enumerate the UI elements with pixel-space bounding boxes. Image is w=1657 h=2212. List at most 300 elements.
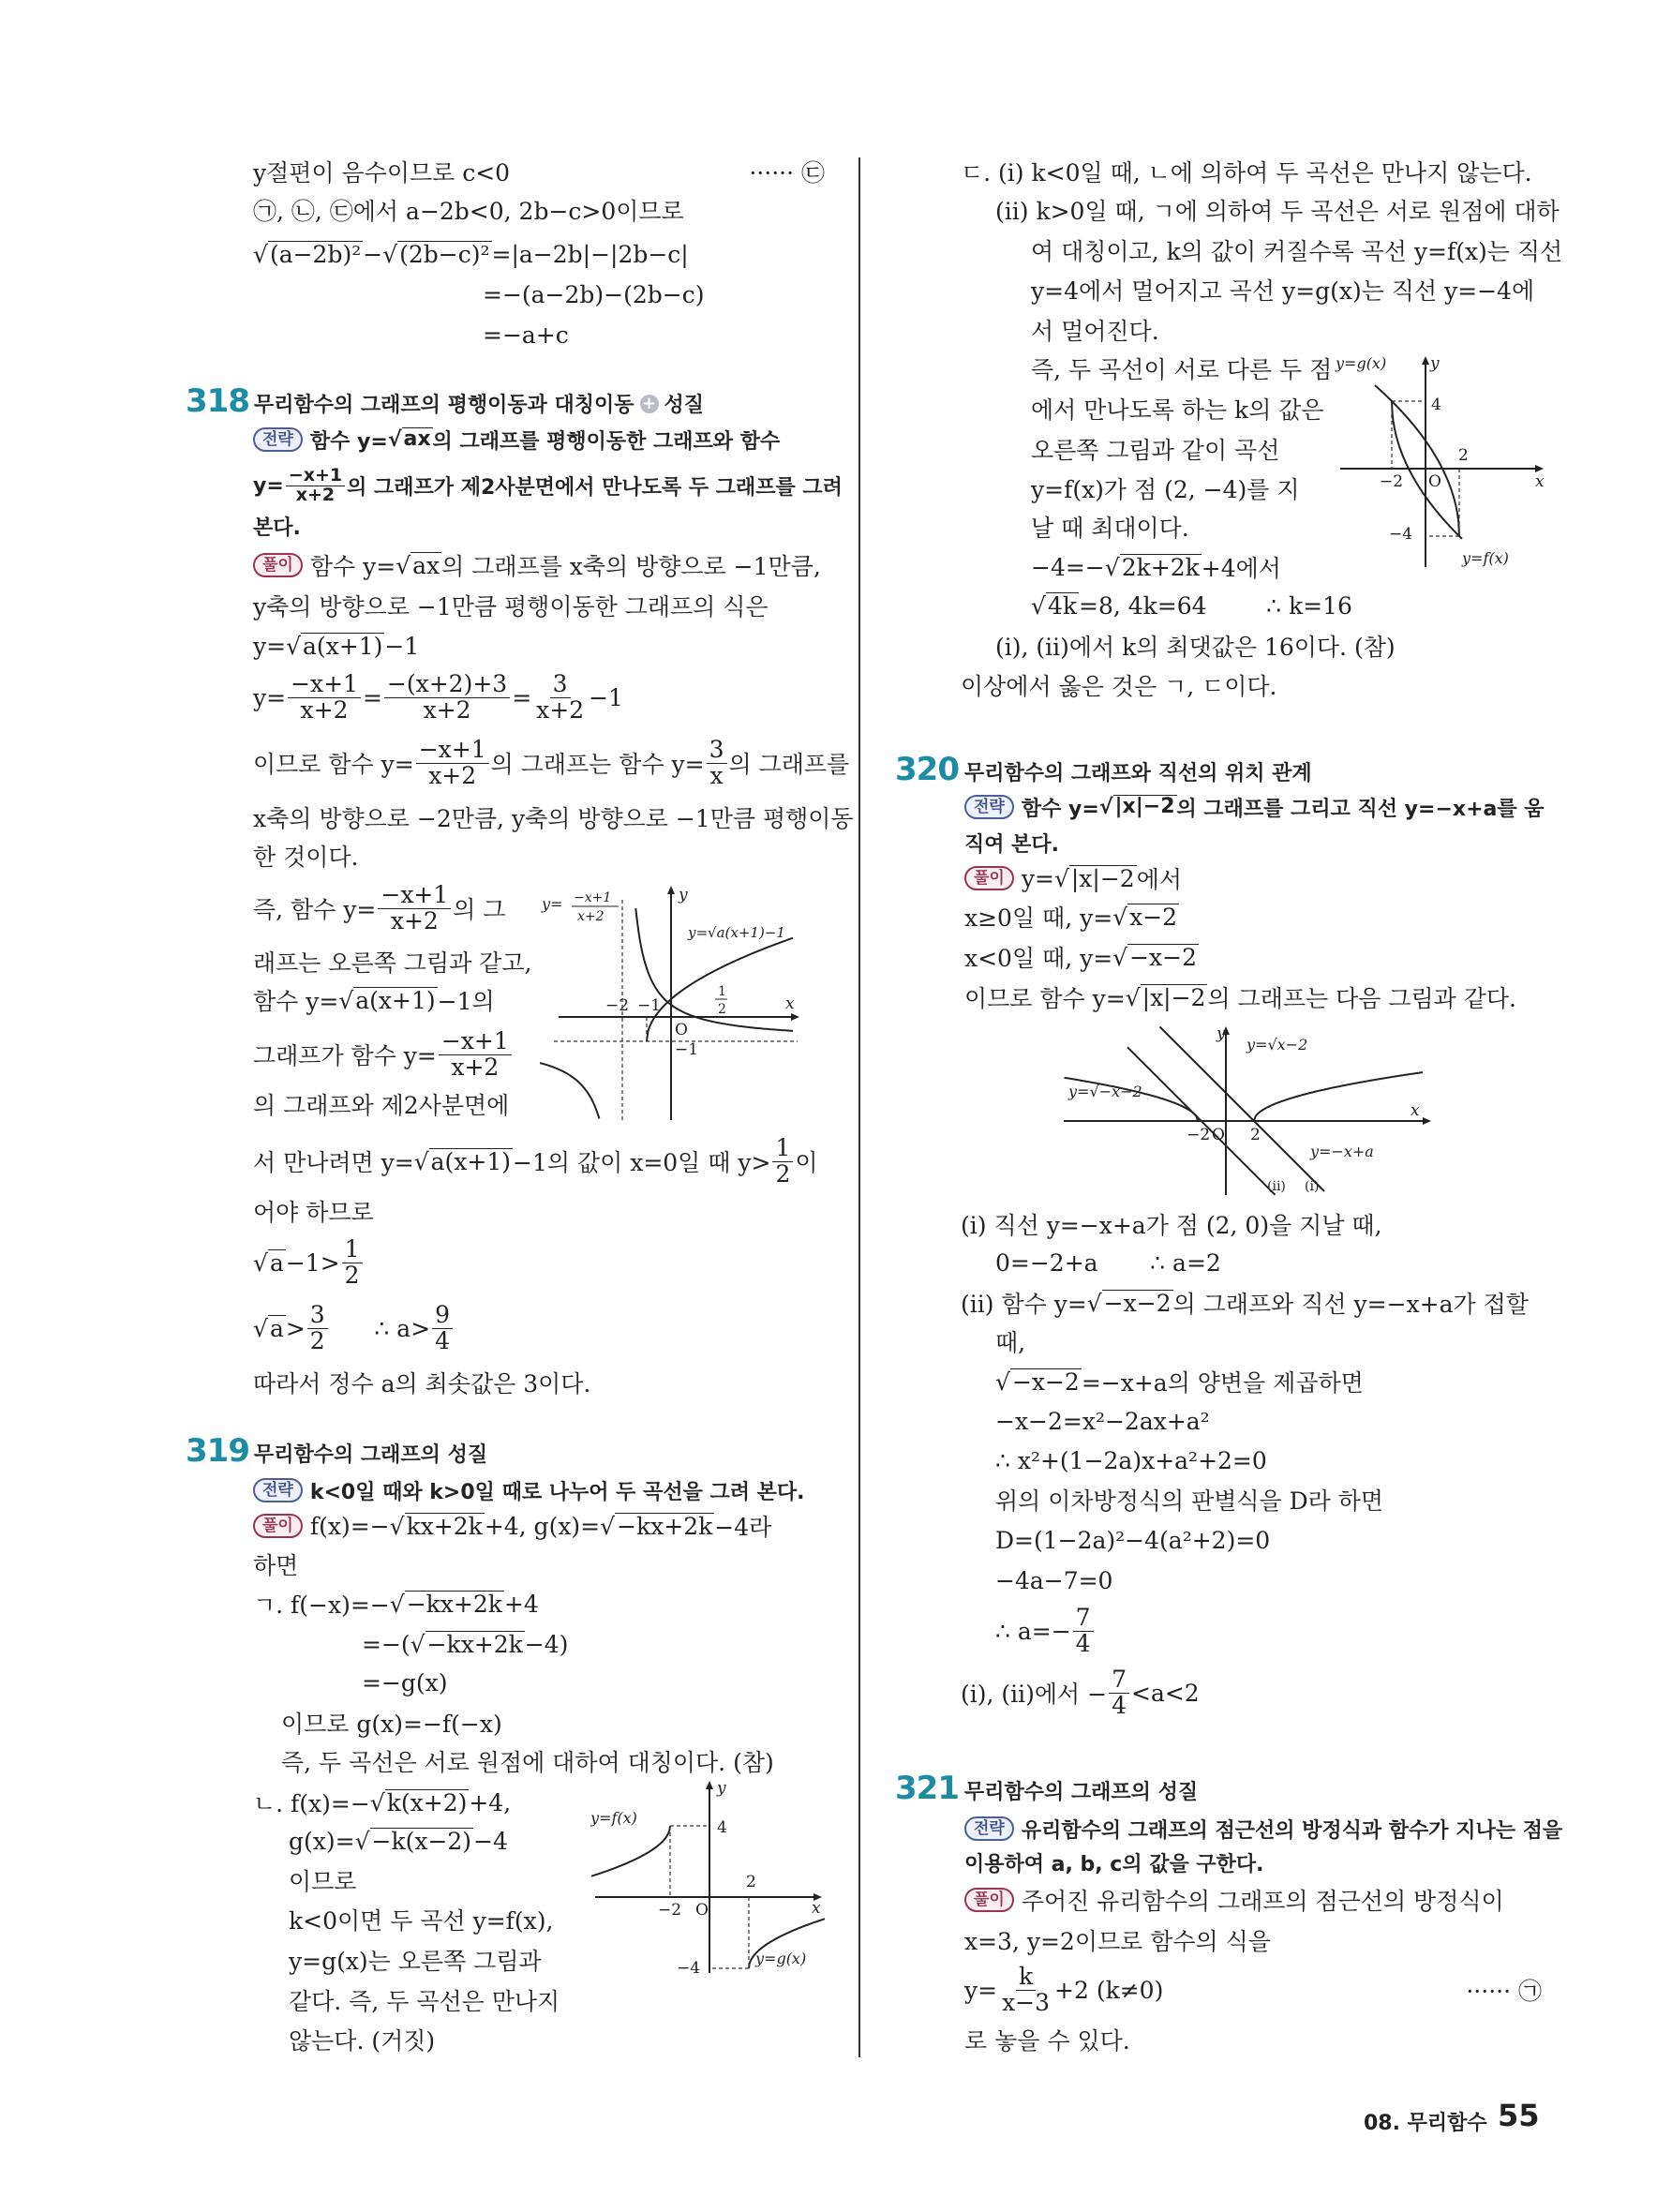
- numerator: −(x+2)+3: [384, 672, 510, 697]
- text-span: y=: [964, 1976, 998, 2004]
- fraction: [378, 883, 451, 934]
- numerator: k: [1016, 1965, 1036, 1990]
- text-line: [961, 1284, 1542, 1322]
- hyperbola-label: y=: [542, 895, 563, 913]
- radical-sign: √: [389, 1512, 405, 1540]
- text-span: −4라: [714, 1514, 772, 1541]
- text-span: 주어진 유리함수의 그래프의 점근선의 방정식이: [1021, 1888, 1504, 1915]
- text-line: [964, 2021, 1542, 2058]
- text-span: ㄱ. f(−x)=−: [253, 1592, 390, 1619]
- problem-number: 321: [895, 1770, 959, 1807]
- text-span: −4a−7=0: [995, 1566, 1113, 1594]
- radicand: x−2: [1129, 904, 1178, 931]
- square-root: [355, 1828, 474, 1855]
- square-root: [390, 1591, 504, 1618]
- square-root: [390, 1513, 485, 1540]
- text-span: 함수 y=: [1021, 797, 1099, 821]
- text-span: +4에서: [1201, 555, 1281, 582]
- text-span: y=: [253, 473, 284, 498]
- square-root: [1105, 554, 1202, 581]
- numerator: −x+1: [286, 467, 345, 486]
- radical-sign: √: [253, 1248, 268, 1277]
- f-label: y=f(x): [590, 1809, 637, 1827]
- text-line: [253, 670, 825, 724]
- strategy-badge: 전략: [253, 1478, 303, 1502]
- square-root: [1087, 1290, 1173, 1317]
- tick-label: −2: [1187, 1126, 1211, 1144]
- square-root: [1126, 984, 1208, 1011]
- radicand: (a−2b)²: [269, 241, 362, 268]
- problem-number: 318: [186, 382, 249, 420]
- radical-sign: √: [389, 1590, 405, 1618]
- tick-label: 4: [717, 1818, 727, 1837]
- title-text: 무리함수의 그래프의 성질: [964, 1781, 1199, 1804]
- radical-sign: √: [338, 986, 354, 1014]
- problem-number: 319: [186, 1432, 249, 1470]
- text-span: 즉, 두 곡선이 서로 다른 두 점: [1031, 356, 1333, 383]
- radicand: 2k+2k: [1121, 554, 1200, 581]
- graph-319-b: [590, 1776, 825, 1978]
- text-line: [253, 507, 825, 545]
- fraction: [1109, 1667, 1129, 1718]
- numerator: 3: [307, 1303, 328, 1328]
- text-span: 않는다. (거짓): [289, 2027, 436, 2055]
- text-span: 로 놓을 수 있다.: [964, 2027, 1130, 2055]
- text-span: 같다. 즉, 두 곡선은 만나지: [289, 1988, 560, 2015]
- square-root: [388, 427, 433, 451]
- hyperbola-label-den: x+2: [577, 909, 605, 924]
- square-root: [995, 1368, 1082, 1396]
- square-root: [338, 987, 437, 1014]
- text-line: [362, 1625, 825, 1663]
- radical-sign: √: [1098, 795, 1113, 819]
- tick-label: −1: [637, 996, 662, 1015]
- numerator: 3: [707, 738, 727, 763]
- text-span: (i), (ii)에서 −: [961, 1681, 1108, 1708]
- text-line: [253, 1235, 825, 1289]
- text-line: [964, 788, 1545, 826]
- radicand: a: [269, 1315, 284, 1342]
- text-line: [964, 898, 1542, 935]
- text-span: 즉, 두 곡선은 서로 원점에 대하여 대칭이다. (참): [281, 1749, 774, 1776]
- text-line: [362, 1664, 825, 1701]
- text-line: [964, 1921, 1542, 1959]
- x-axis-arrow-icon: [1423, 1117, 1431, 1125]
- text-line: [253, 587, 825, 624]
- text-span: 이므로 함수 y=: [253, 751, 414, 778]
- x-axis-arrow-icon: [791, 1013, 799, 1021]
- tick-label: 2: [746, 1873, 756, 1891]
- x-axis-arrow-icon: [1535, 465, 1544, 472]
- square-root: [253, 1249, 286, 1277]
- problem-number: 320: [895, 751, 959, 788]
- radical-sign: √: [995, 1368, 1010, 1396]
- numerator: 9: [432, 1303, 453, 1328]
- text-line: [995, 1481, 1542, 1518]
- radical-sign: √: [410, 1630, 425, 1658]
- denominator: x+2: [390, 906, 439, 934]
- tick-label: −2: [1380, 472, 1404, 491]
- text-line: [961, 1666, 1542, 1719]
- text-span: =8, 4k=64 ∴ k=16: [1079, 591, 1352, 620]
- title-text: 무리함수의 그래프의 평행이동과 대칭이동: [254, 394, 634, 417]
- text-line: [253, 1507, 825, 1545]
- denominator: x+2: [451, 1053, 500, 1081]
- square-root: [370, 1789, 470, 1816]
- square-root: [396, 552, 441, 579]
- text-line: [961, 666, 1542, 704]
- y-axis-label: y: [1217, 1024, 1226, 1043]
- g-label: y=g(x): [755, 1950, 807, 1967]
- radicand: ax: [412, 552, 440, 579]
- numerator: −x+1: [439, 1029, 512, 1054]
- text-span: 의 그래프를 평행이동한 그래프와 함수: [432, 429, 781, 454]
- square-root: [411, 1631, 525, 1658]
- text-line: [281, 1704, 825, 1741]
- text-line: [253, 464, 843, 505]
- text-span: =−a+c: [483, 321, 569, 349]
- text-span: =−(: [362, 1630, 411, 1658]
- radical-sign: √: [286, 632, 302, 660]
- curve-g: [1375, 385, 1459, 536]
- text-span: 직여 본다.: [964, 832, 1060, 857]
- text-span: 함수 y=: [309, 553, 396, 580]
- text-span: =−(a−2b)−(2b−c): [483, 280, 705, 308]
- radicand: kx+2k: [406, 1513, 483, 1540]
- square-root: [253, 1315, 286, 1342]
- text-span: k<0일 때와 k>0일 때로 나누어 두 곡선을 그려 본다.: [309, 1480, 805, 1504]
- y-axis-arrow-icon: [706, 1781, 713, 1789]
- text-span: 에서: [1136, 866, 1182, 893]
- text-span: ㄷ. (i) k<0일 때, ㄴ에 의하여 두 곡선은 만나지 않는다.: [961, 159, 1532, 187]
- x-axis-label: x: [1535, 472, 1545, 491]
- denominator: x+2: [295, 484, 336, 505]
- text-line: [253, 546, 825, 584]
- denominator: 2: [309, 1326, 325, 1354]
- square-root: [286, 633, 384, 660]
- text-span: 유리함수의 그래프의 점근선의 방정식과 함수가 지나는 점을: [1021, 1818, 1563, 1843]
- equation-tag: ······ ㉠: [1466, 1978, 1542, 2005]
- x-axis-label: x: [785, 994, 795, 1013]
- text-line: [253, 235, 825, 273]
- text-span: 이상에서 옳은 것은 ㄱ, ㄷ이다.: [961, 673, 1277, 700]
- text-line: [253, 1546, 825, 1583]
- title-text: 무리함수의 그래프의 성질: [254, 1443, 488, 1467]
- graph-318: [540, 881, 802, 1125]
- tick-label: 1: [718, 984, 726, 999]
- radicand: 4k: [1047, 592, 1077, 620]
- curve-right: [1254, 1072, 1423, 1121]
- text-line: [995, 1244, 1542, 1281]
- text-line: [995, 191, 1560, 229]
- square-root: [600, 1513, 714, 1540]
- text-span: 위의 이차방정식의 판별식을 D라 하면: [995, 1487, 1384, 1515]
- line-ii-label: (ii): [1267, 1179, 1286, 1194]
- solution-badge: 풀이: [964, 866, 1014, 890]
- text-line: [281, 1742, 825, 1780]
- radical-sign: √: [1086, 1289, 1102, 1317]
- text-line: [483, 276, 825, 313]
- text-span: 그래프가 함수 y=: [253, 1042, 437, 1069]
- tick-label: 2: [718, 1002, 726, 1017]
- text-span: =−g(x): [362, 1668, 448, 1696]
- text-line: [253, 1472, 825, 1509]
- left-curve-label: y=√−x−2: [1068, 1083, 1142, 1100]
- radical-sign: √: [1112, 943, 1128, 971]
- radical-sign: √: [354, 1827, 370, 1855]
- radical-sign: √: [382, 240, 398, 268]
- radical-sign: √: [253, 1314, 268, 1342]
- text-line: [964, 1844, 1542, 1881]
- radicand: |x|−2: [1070, 865, 1135, 892]
- radicand: −k(x−2): [371, 1828, 472, 1855]
- radicand: −kx+2k: [426, 1631, 523, 1658]
- denominator: x: [709, 761, 724, 789]
- denominator: 2: [775, 1159, 791, 1188]
- text-span: 오른쪽 그림과 같이 곡선: [1031, 437, 1280, 464]
- fraction: [1073, 1606, 1094, 1656]
- denominator: 4: [435, 1326, 450, 1354]
- text-line: [253, 153, 825, 190]
- text-span: 함수 y=: [309, 429, 388, 454]
- equation-tag: ······ ㉢: [749, 159, 825, 187]
- text-line: [1031, 311, 1542, 349]
- text-span: ㄴ. f(x)=−: [253, 1790, 370, 1817]
- square-root: [382, 241, 491, 268]
- radical-sign: √: [253, 240, 268, 268]
- text-line: [995, 1604, 1542, 1657]
- fraction: [307, 1303, 328, 1353]
- text-span: 이므로 g(x)=−f(−x): [281, 1711, 502, 1738]
- text-span: 의 그: [453, 896, 506, 923]
- text-span: 의 그래프는 다음 그림과 같다.: [1207, 985, 1517, 1012]
- text-span: g(x)=: [289, 1827, 355, 1855]
- text-line: [995, 1402, 1542, 1440]
- tick-label: −2: [605, 996, 630, 1015]
- numerator: 7: [1109, 1667, 1129, 1693]
- text-line: [1031, 271, 1542, 308]
- text-span: 의 그래프가 제2사분면에서 만나도록 두 그래프를 그려: [347, 475, 843, 500]
- text-span: 의 그래프를 x축의 방향으로 −1만큼,: [441, 553, 821, 580]
- text-span: ㉠, ㉡, ㉢에서 a−2b<0, 2b−c>0이므로: [253, 198, 684, 225]
- text-span: 의 그래프와 직선 y=−x+a가 접할: [1172, 1291, 1529, 1318]
- text-span: 래프는 오른쪽 그림과 같고,: [253, 949, 532, 977]
- denominator: x+2: [300, 695, 349, 724]
- graph-320: [1059, 1022, 1434, 1200]
- text-span: 한 것이다.: [253, 844, 359, 871]
- square-root: [1099, 795, 1177, 818]
- curve-f: [591, 1826, 670, 1876]
- title-text: 무리함수의 그래프와 직선의 위치 관계: [964, 762, 1312, 785]
- fraction: [384, 672, 510, 723]
- text-line: [1031, 232, 1563, 269]
- y-axis-label: y: [679, 886, 688, 904]
- text-line: [964, 859, 1542, 897]
- fraction: [286, 464, 345, 505]
- fraction: [288, 672, 361, 723]
- x-axis-label: x: [1411, 1101, 1420, 1120]
- denominator: 4: [1112, 1691, 1127, 1719]
- text-line: [995, 1323, 1542, 1360]
- text-span: 본다.: [253, 516, 301, 540]
- footer-section: 08. 무리함수: [1364, 2112, 1487, 2135]
- strategy-badge: 전략: [253, 427, 303, 452]
- text-line: [964, 1881, 1542, 1919]
- text-span: 함수 y=: [253, 988, 339, 1015]
- text-span: −4=−: [1031, 553, 1105, 581]
- text-line: [961, 153, 1542, 190]
- text-span: 여 대칭이고, k의 값이 커질수록 곡선 y=f(x)는 직선: [1031, 238, 1563, 265]
- text-span: 0=−2+a ∴ a=2: [995, 1248, 1221, 1277]
- text-span: 서 멀어진다.: [1031, 318, 1159, 345]
- problem-title: [964, 757, 1312, 786]
- radicand: a(x+1): [303, 633, 383, 660]
- text-span: (ii) 함수 y=: [961, 1291, 1087, 1318]
- text-line: [995, 627, 1542, 665]
- radical-sign: √: [387, 427, 402, 452]
- y-axis-label: y: [717, 1779, 726, 1798]
- graph-319-c: [1331, 351, 1546, 572]
- square-root: [1031, 592, 1079, 620]
- text-span: 이용하여 a, b, c의 값을 구한다.: [964, 1852, 1264, 1876]
- text-line: [289, 2021, 825, 2058]
- text-span: ∴ a>: [329, 1314, 431, 1342]
- square-root: [1112, 944, 1199, 971]
- radical-sign: √: [396, 551, 411, 579]
- text-line: [253, 799, 854, 836]
- numerator: −x+1: [378, 883, 451, 908]
- text-span: ∴ x²+(1−2a)x+a²+2=0: [995, 1446, 1267, 1474]
- text-span: 의 그래프를 그리고 직선 y=−x+a를 움: [1176, 797, 1545, 821]
- radical-sign: √: [1031, 591, 1046, 620]
- text-span: 즉, 함수 y=: [253, 896, 377, 923]
- denominator: x+2: [423, 695, 471, 724]
- text-span: −1: [589, 683, 623, 711]
- radicand: a: [269, 1249, 284, 1277]
- sqrt-curve-label: y=√a(x+1)−1: [688, 924, 785, 941]
- denominator: x+2: [536, 695, 585, 724]
- text-span: y=: [1021, 864, 1054, 892]
- text-span: −1: [384, 632, 420, 660]
- radical-sign: √: [1125, 983, 1141, 1011]
- text-line: [253, 1585, 825, 1622]
- text-line: [961, 1205, 1542, 1243]
- text-span: x축의 방향으로 −2만큼, y축의 방향으로 −1만큼 평행이동: [253, 805, 854, 832]
- text-span: D=(1−2a)²−4(a²+2)=0: [995, 1526, 1271, 1554]
- radicand: −kx+2k: [406, 1591, 502, 1618]
- right-curve-label: y=√x−2: [1246, 1036, 1308, 1054]
- text-line: [253, 191, 825, 229]
- text-span: =|a−2b|−|2b−c|: [491, 240, 689, 268]
- text-span: 이: [795, 1149, 818, 1176]
- text-line: [995, 1363, 1542, 1400]
- text-line: [289, 1981, 825, 2019]
- numerator: 1: [342, 1237, 363, 1263]
- radical-sign: √: [1112, 903, 1128, 931]
- text-line: [253, 421, 825, 458]
- fraction: [342, 1237, 363, 1288]
- text-span: ∴ a=−: [995, 1617, 1071, 1645]
- fraction: [432, 1303, 453, 1353]
- square-root: [414, 1148, 513, 1175]
- tick-label: 2: [1250, 1126, 1261, 1144]
- text-span: y=: [253, 683, 287, 711]
- text-span: =: [512, 683, 532, 711]
- y-axis-arrow-icon: [1422, 356, 1429, 365]
- numerator: −x+1: [288, 672, 361, 697]
- numerator: −x+1: [416, 738, 489, 763]
- radicand: |x|−2: [1142, 984, 1206, 1011]
- text-span: 의 그래프를: [728, 751, 850, 778]
- fraction: [999, 1965, 1052, 2015]
- radical-sign: √: [1104, 553, 1120, 581]
- problem-title: [254, 389, 704, 418]
- strategy-badge: 전략: [964, 1816, 1014, 1841]
- radicand: −x−2: [1129, 944, 1198, 971]
- radicand: −x−2: [1103, 1290, 1172, 1317]
- radicand: −kx+2k: [617, 1513, 713, 1540]
- text-line: [964, 824, 1542, 861]
- tick-label: −1: [675, 1040, 699, 1059]
- text-line: [995, 1562, 1542, 1599]
- text-span: 날 때 최대이다.: [1031, 515, 1189, 542]
- text-span: −4: [473, 1827, 508, 1855]
- text-span: +4,: [469, 1788, 512, 1816]
- text-span: (i), (ii)에서 k의 최댓값은 16이다. (참): [995, 634, 1396, 661]
- text-span: −1>: [285, 1248, 340, 1277]
- fraction: [439, 1029, 512, 1080]
- radicand: ax: [403, 427, 431, 452]
- fraction: [416, 738, 489, 788]
- radical-sign: √: [600, 1512, 616, 1540]
- radicand: −x−2: [1011, 1368, 1080, 1396]
- text-span: 서 만나려면 y=: [253, 1149, 414, 1176]
- line-i-label: (i): [1305, 1179, 1320, 1194]
- x-axis-label: x: [812, 1899, 821, 1918]
- column-divider: [858, 157, 860, 2057]
- text-span: 때,: [995, 1329, 1026, 1356]
- page-number: 55: [1498, 2098, 1540, 2133]
- y-axis-label: y: [1430, 354, 1440, 373]
- text-line: [964, 979, 1542, 1016]
- strategy-badge: 전략: [964, 795, 1014, 819]
- text-span: 에서 만나도록 하는 k의 값은: [1031, 396, 1324, 424]
- text-line: [1031, 587, 1542, 624]
- origin-label: O: [1212, 1126, 1225, 1144]
- text-span: −4): [524, 1630, 569, 1658]
- text-span: y축의 방향으로 −1만큼 평행이동한 그래프의 식은: [253, 593, 769, 620]
- text-span: +2 (k≠0): [1054, 1976, 1164, 2004]
- hyperbola-label-num: −x+1: [574, 890, 612, 905]
- text-span: −1의 값이 x=0일 때 y>: [513, 1149, 771, 1176]
- tick-label: −4: [677, 1959, 701, 1978]
- text-line: [964, 938, 1542, 976]
- text-span: <a<2: [1131, 1679, 1200, 1707]
- text-span: (i) 직선 y=−x+a가 점 (2, 0)을 지날 때,: [961, 1212, 1382, 1239]
- radicand: a(x+1): [430, 1148, 512, 1175]
- text-line: [253, 1134, 825, 1188]
- denominator: x−3: [1002, 1988, 1051, 2016]
- text-line: [253, 837, 825, 874]
- text-span: 어야 하므로: [253, 1199, 374, 1226]
- origin-label: O: [695, 1901, 709, 1920]
- text-span: (ii) k>0일 때, ㄱ에 의하여 두 곡선은 서로 원점에 대하: [995, 198, 1560, 225]
- fraction: [707, 738, 727, 788]
- curve-f: [1392, 401, 1462, 539]
- hyperbola-left-branch: [540, 1060, 599, 1119]
- text-span: y=4에서 멀어지고 곡선 y=g(x)는 직선 y=−4에: [1031, 277, 1535, 305]
- radicand: a(x+1): [355, 987, 436, 1014]
